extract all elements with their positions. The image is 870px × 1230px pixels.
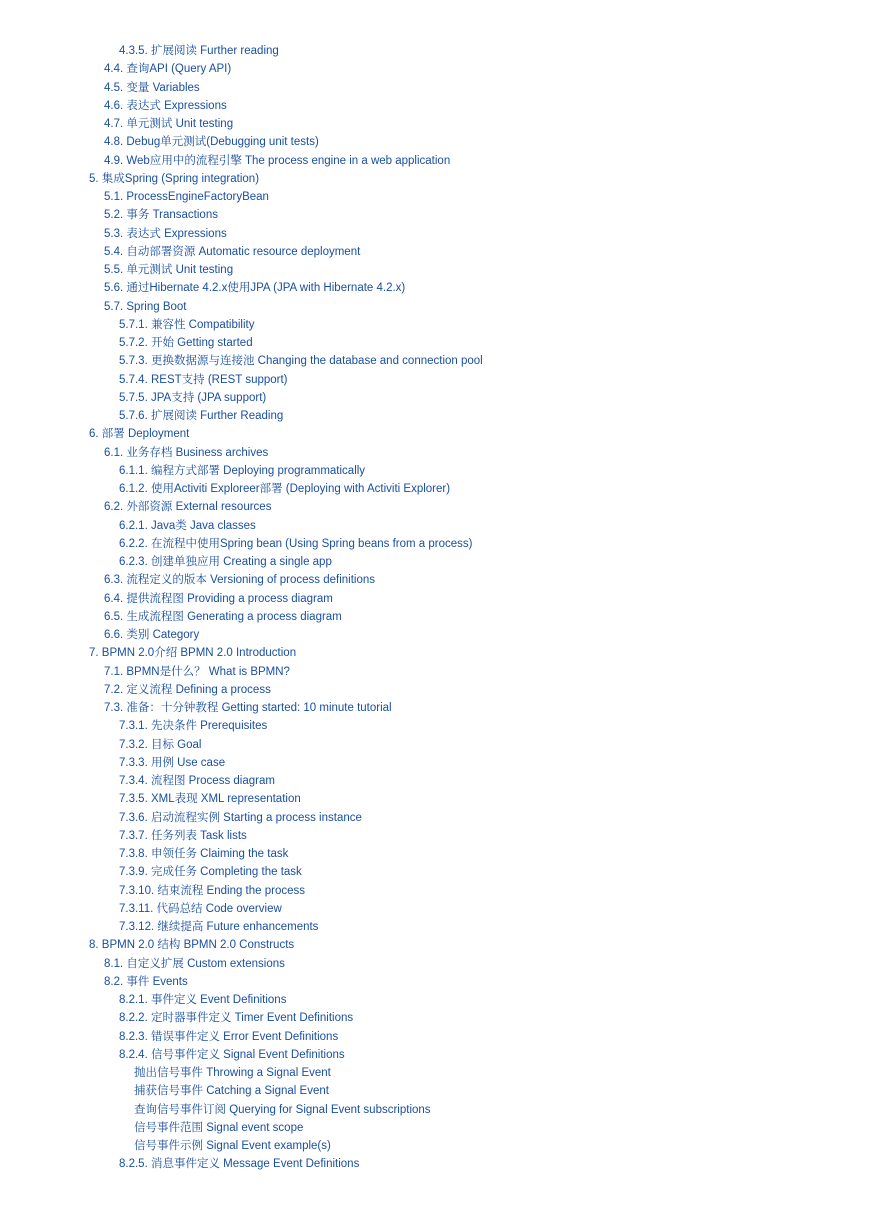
toc-link[interactable]: 7.3.3. 用例 Use case <box>119 756 226 769</box>
toc-entry[interactable] <box>0 425 483 443</box>
toc-link[interactable]: 7.2. 定义流程 Defining a process <box>104 683 271 696</box>
toc-entry[interactable] <box>0 736 483 754</box>
toc-entry[interactable] <box>0 243 483 261</box>
toc-link[interactable]: 4.7. 单元测试 Unit testing <box>104 118 234 130</box>
toc-entry[interactable] <box>0 261 483 279</box>
toc-entry[interactable] <box>0 1137 483 1155</box>
toc-link[interactable]: 6. 部署 Deployment <box>89 428 190 441</box>
toc-link[interactable]: 7.3.11. 代码总结 Code overview <box>119 902 282 915</box>
toc-entry[interactable] <box>0 188 483 206</box>
toc-link[interactable]: 5.4. 自动部署资源 Automatic resource deployment <box>104 245 361 258</box>
toc-link[interactable]: 7. BPMN 2.0介绍 BPMN 2.0 Introduction <box>89 647 297 660</box>
toc-entry[interactable] <box>0 955 483 973</box>
toc-entry[interactable] <box>0 918 483 936</box>
toc-link[interactable]: 8.1. 自定义扩展 Custom extensions <box>104 957 285 970</box>
toc-link[interactable]: 6.4. 提供流程图 Providing a process diagram <box>104 592 333 605</box>
toc-entry[interactable] <box>0 553 483 571</box>
toc-link[interactable]: 7.3.9. 完成任务 Completing the task <box>119 866 302 879</box>
toc-entry[interactable] <box>0 480 483 498</box>
toc-entry[interactable] <box>0 863 483 881</box>
toc-link[interactable]: 7.3.1. 先决条件 Prerequisites <box>119 720 268 733</box>
toc-link[interactable]: 5.2. 事务 Transactions <box>104 209 218 222</box>
toc-entry[interactable] <box>0 279 483 297</box>
toc-link[interactable]: 7.3.6. 启动流程实例 Starting a process instance <box>119 811 362 824</box>
toc-entry[interactable] <box>0 882 483 900</box>
toc-entry[interactable] <box>0 590 483 608</box>
toc-entry[interactable] <box>0 809 483 827</box>
toc-link[interactable]: 4.3.5. 扩展阅读 Further reading <box>119 45 279 57</box>
toc-entry[interactable] <box>0 389 483 407</box>
toc-link[interactable]: 6.3. 流程定义的版本 Versioning of process definitions <box>104 574 376 587</box>
toc-entry[interactable] <box>0 1009 483 1027</box>
toc-entry[interactable] <box>0 298 483 316</box>
toc-entry[interactable] <box>0 754 483 772</box>
toc-link[interactable]: 5.5. 单元测试 Unit testing <box>104 264 234 276</box>
toc-link[interactable]: 6.2.3. 创建单独应用 Creating a single app <box>119 556 332 568</box>
toc-entry[interactable] <box>0 900 483 918</box>
toc-link[interactable]: 6.2. 外部资源 External resources <box>104 501 272 514</box>
toc-link[interactable]: 4.6. 表达式 Expressions <box>104 99 227 112</box>
toc-entry[interactable] <box>0 371 483 389</box>
toc-entry[interactable] <box>0 1119 483 1137</box>
toc-link[interactable]: 捕获信号事件 Catching a Signal Event <box>134 1085 329 1098</box>
toc-link[interactable]: 5.7. Spring Boot <box>104 300 187 313</box>
toc-link[interactable]: 6.1.1. 编程方式部署 Deploying programmatically <box>119 464 366 477</box>
toc-entry[interactable] <box>0 991 483 1009</box>
toc-link[interactable]: 8.2.2. 定时器事件定义 Timer Event Definitions <box>119 1012 354 1025</box>
toc-entry[interactable] <box>0 535 483 553</box>
toc-link[interactable]: 8.2.4. 信号事件定义 Signal Event Definitions <box>119 1048 345 1061</box>
toc-entry[interactable] <box>0 1082 483 1100</box>
toc-link[interactable]: 8.2. 事件 Events <box>104 975 188 988</box>
toc-entry[interactable] <box>0 42 483 60</box>
toc-entry[interactable] <box>0 334 483 352</box>
toc-entry[interactable] <box>0 626 483 644</box>
toc-entry[interactable] <box>0 608 483 626</box>
table-of-contents <box>0 42 483 1174</box>
toc-entry[interactable] <box>0 936 483 954</box>
toc-entry[interactable] <box>0 1064 483 1082</box>
toc-link[interactable]: 8.2.5. 消息事件定义 Message Event Definitions <box>119 1158 360 1171</box>
toc-link[interactable]: 4.8. Debug单元测试(Debugging unit tests) <box>104 136 319 149</box>
toc-link[interactable]: 5.7.2. 开始 Getting started <box>119 337 253 349</box>
toc-link[interactable]: 查询信号事件订阅 Querying for Signal Event subscriptions <box>134 1103 431 1116</box>
toc-link[interactable]: 信号事件范围 Signal event scope <box>134 1121 304 1134</box>
toc-link[interactable]: 8.2.3. 错误事件定义 Error Event Definitions <box>119 1030 339 1043</box>
toc-link[interactable]: 4.4. 查询API (Query API) <box>104 63 232 76</box>
toc-link[interactable]: 4.5. 变量 Variables <box>104 81 200 94</box>
toc-entry[interactable] <box>0 973 483 991</box>
toc-link[interactable]: 7.3.10. 结束流程 Ending the process <box>119 884 306 897</box>
toc-entry[interactable] <box>0 133 483 151</box>
toc-link[interactable]: 5. 集成Spring (Spring integration) <box>89 172 260 185</box>
toc-entry[interactable] <box>0 717 483 735</box>
toc-link[interactable]: 8.2.1. 事件定义 Event Definitions <box>119 994 287 1006</box>
toc-entry[interactable] <box>0 206 483 224</box>
toc-entry[interactable] <box>0 316 483 334</box>
toc-link[interactable]: 5.7.6. 扩展阅读 Further Reading <box>119 410 284 422</box>
toc-link[interactable]: 7.3.4. 流程图 Process diagram <box>119 775 275 787</box>
toc-entry[interactable] <box>0 1028 483 1046</box>
toc-link[interactable]: 6.2.1. Java类 Java classes <box>119 519 256 532</box>
toc-link[interactable]: 7.3.2. 目标 Goal <box>119 738 202 751</box>
toc-entry[interactable] <box>0 79 483 97</box>
toc-link[interactable]: 6.5. 生成流程图 Generating a process diagram <box>104 610 342 623</box>
toc-entry[interactable] <box>0 170 483 188</box>
toc-entry[interactable] <box>0 845 483 863</box>
toc-link[interactable]: 5.3. 表达式 Expressions <box>104 227 227 240</box>
toc-entry[interactable] <box>0 790 483 808</box>
toc-entry[interactable] <box>0 517 483 535</box>
toc-entry[interactable] <box>0 699 483 717</box>
toc-link[interactable]: 7.3.7. 任务列表 Task lists <box>119 829 247 842</box>
toc-entry[interactable] <box>0 115 483 133</box>
toc-link[interactable]: 抛出信号事件 Throwing a Signal Event <box>134 1067 331 1079</box>
toc-entry[interactable] <box>0 152 483 170</box>
toc-link[interactable]: 6.6. 类别 Category <box>104 629 200 641</box>
toc-entry[interactable] <box>0 681 483 699</box>
toc-link[interactable]: 7.3.5. XML表现 XML representation <box>119 793 301 806</box>
toc-entry[interactable] <box>0 644 483 662</box>
toc-entry[interactable] <box>0 97 483 115</box>
toc-link[interactable]: 5.7.5. JPA支持 (JPA support) <box>119 391 267 404</box>
toc-link[interactable]: 5.7.3. 更换数据源与连接池 Changing the database and connection pool <box>119 355 483 368</box>
toc-entry[interactable] <box>0 60 483 78</box>
toc-entry[interactable] <box>0 1155 483 1173</box>
toc-entry[interactable] <box>0 225 483 243</box>
toc-link[interactable]: 6.2.2. 在流程中使用Spring bean (Using Spring beans from a process) <box>119 537 473 550</box>
toc-entry[interactable] <box>0 772 483 790</box>
toc-link[interactable]: 7.1. BPMN是什么？ What is BPMN? <box>104 665 290 678</box>
toc-link[interactable]: 信号事件示例 Signal Event example(s) <box>134 1140 331 1152</box>
toc-entry[interactable] <box>0 462 483 480</box>
toc-entry[interactable] <box>0 352 483 370</box>
toc-entry[interactable] <box>0 407 483 425</box>
toc-link[interactable]: 6.1. 业务存档 Business archives <box>104 446 269 459</box>
toc-entry[interactable] <box>0 444 483 462</box>
toc-entry[interactable] <box>0 1046 483 1064</box>
toc-link[interactable]: 7.3.8. 申领任务 Claiming the task <box>119 848 289 860</box>
toc-link[interactable]: 5.1. ProcessEngineFactoryBean <box>104 191 269 203</box>
toc-entry[interactable] <box>0 571 483 589</box>
toc-link[interactable]: 4.9. Web应用中的流程引擎 The process engine in a web application <box>104 154 451 167</box>
toc-link[interactable]: 6.1.2. 使用Activiti Exploreer部署 (Deploying with Activiti Explorer) <box>119 483 451 495</box>
toc-link[interactable]: 8. BPMN 2.0 结构 BPMN 2.0 Constructs <box>89 939 295 952</box>
toc-link[interactable]: 5.6. 通过Hibernate 4.2.x使用JPA (JPA with Hibernate 4.2.x) <box>104 282 406 295</box>
toc-entry[interactable] <box>0 498 483 516</box>
toc-link[interactable]: 7.3.12. 继续提高 Future enhancements <box>119 921 319 933</box>
toc-link[interactable]: 7.3. 准备：十分钟教程 Getting started: 10 minute tutorial <box>104 702 392 714</box>
toc-entry[interactable] <box>0 663 483 681</box>
toc-link[interactable]: 5.7.1. 兼容性 Compatibility <box>119 318 255 331</box>
toc-entry[interactable] <box>0 1101 483 1119</box>
toc-link[interactable]: 5.7.4. REST支持 (REST support) <box>119 373 288 386</box>
toc-entry[interactable] <box>0 827 483 845</box>
